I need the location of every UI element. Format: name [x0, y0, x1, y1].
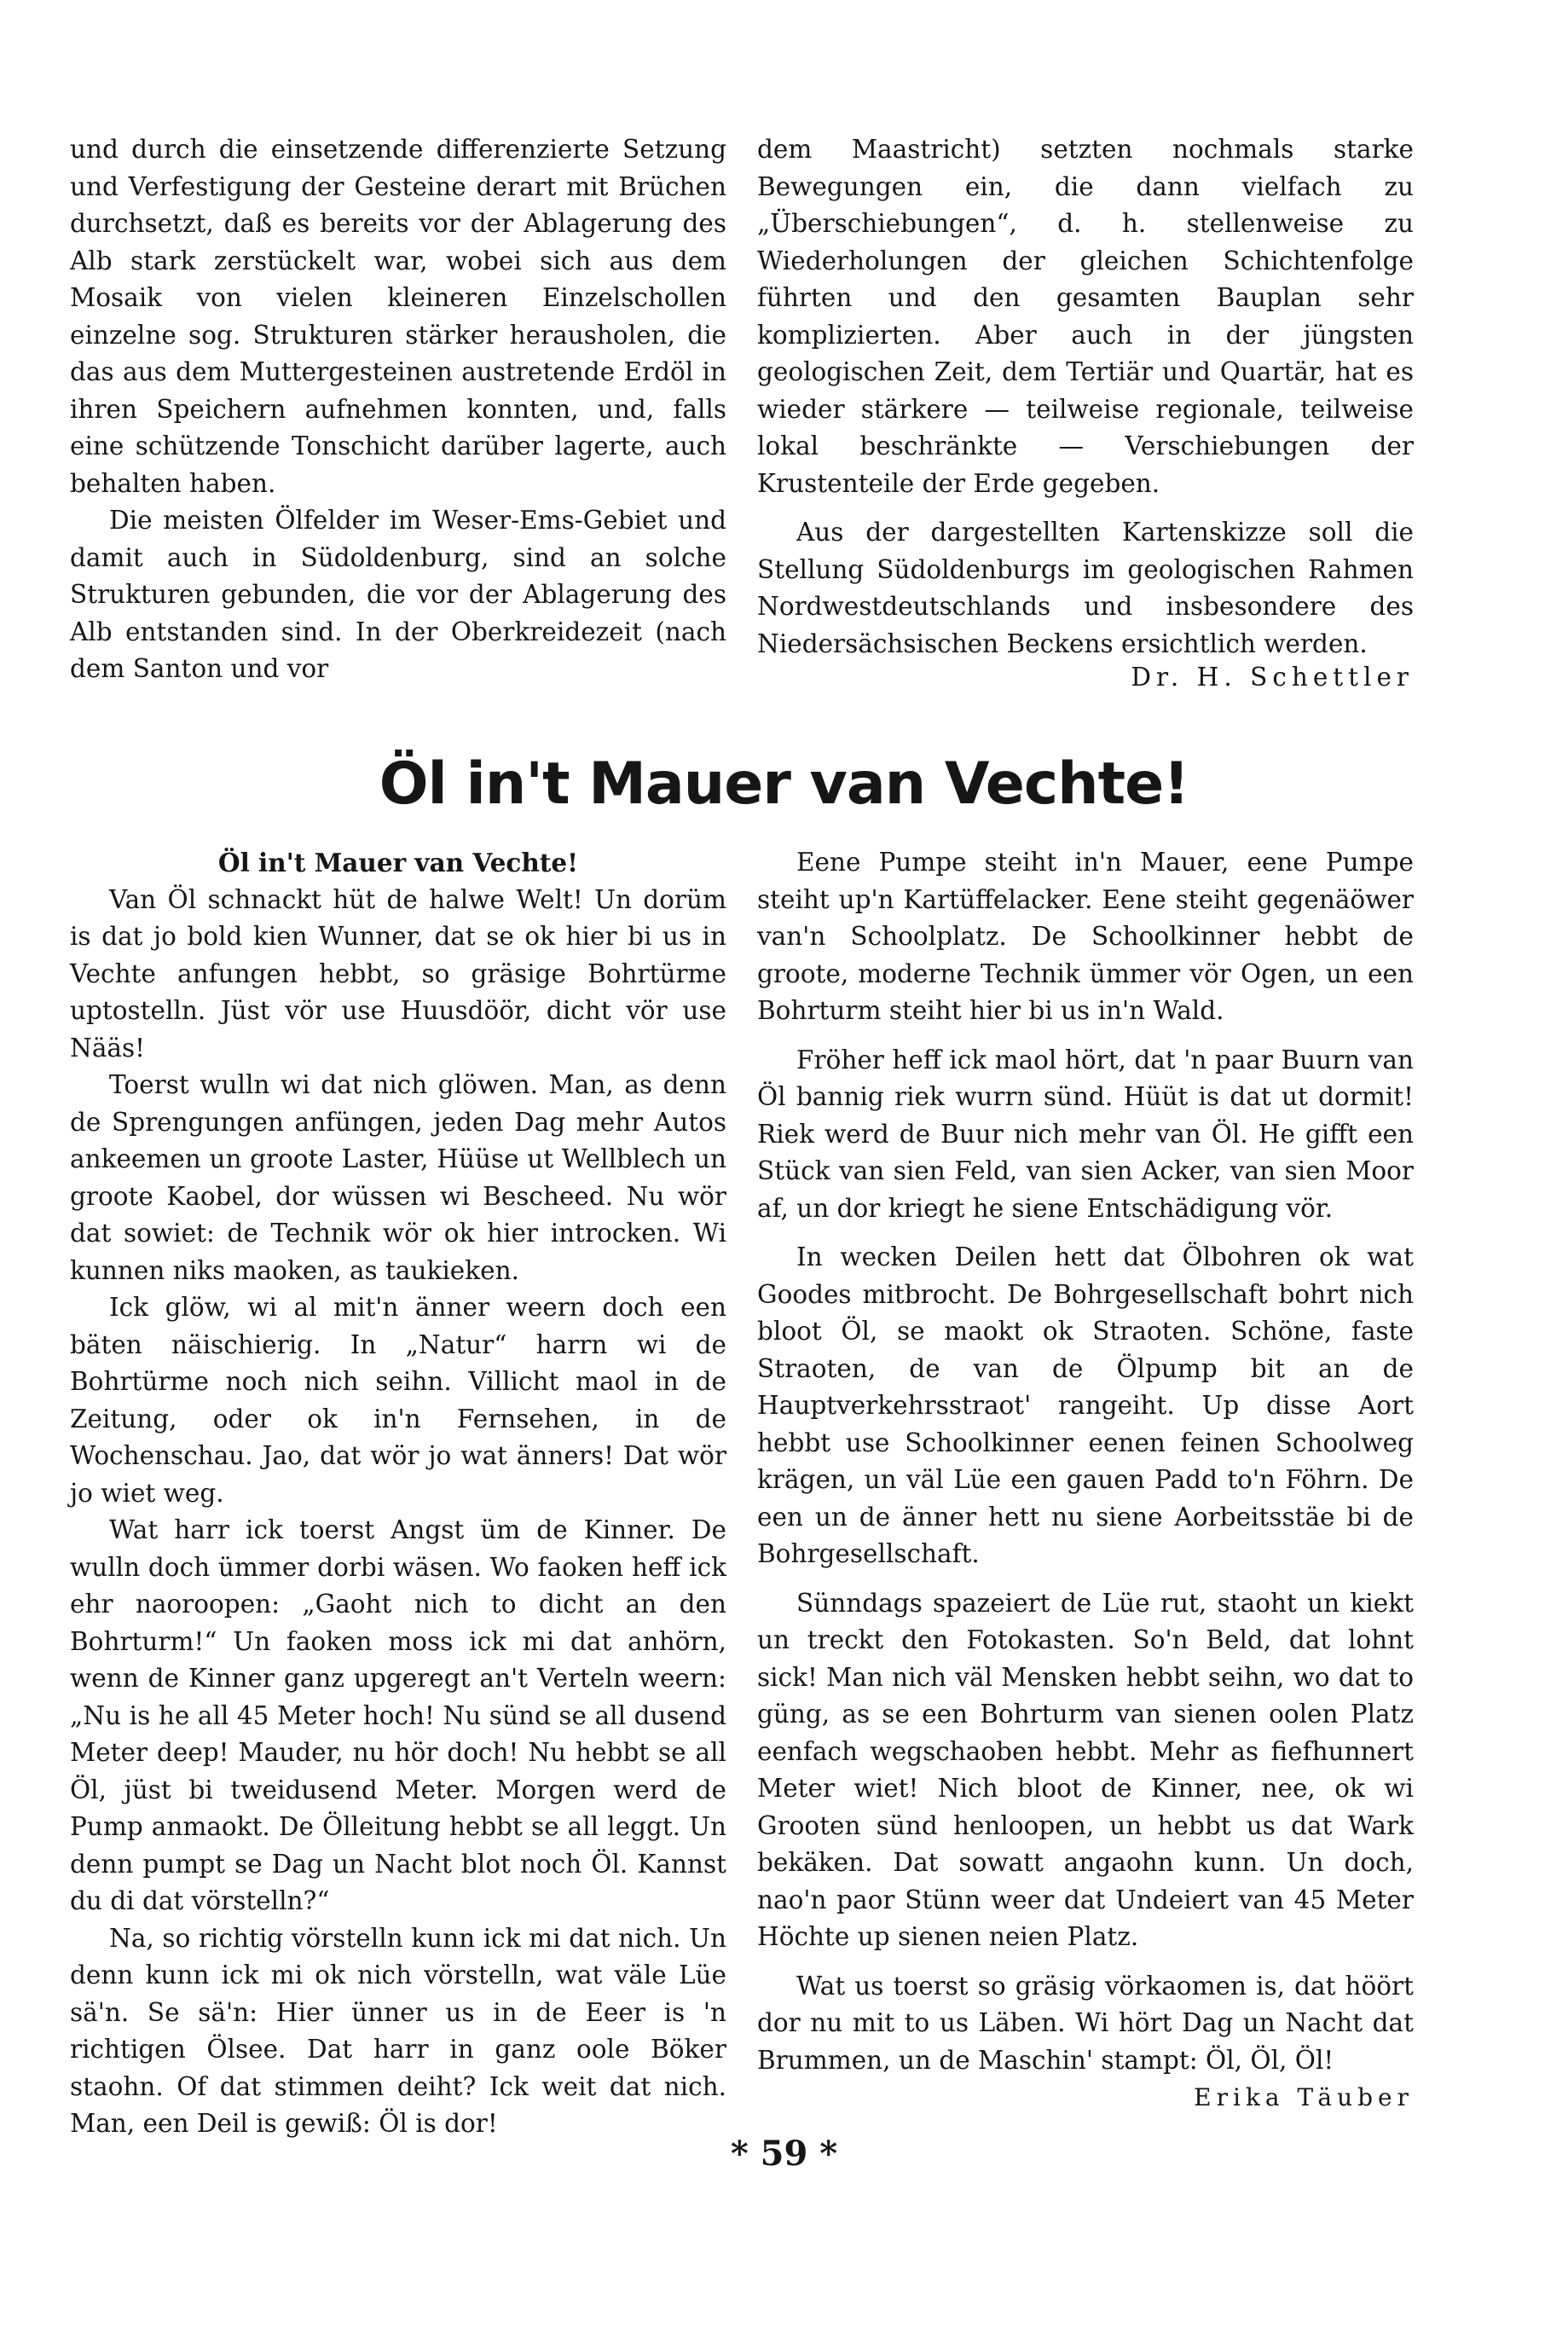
paragraph: Aus der dargestellten Kartenskizze soll die Stellung Südoldenburgs im geologischen Rahmen Nordwestdeutschlands und insbesondere des Niedersächsischen Beckens ersichtlich werden. — [757, 518, 1414, 658]
author-byline: Dr. H. Schettler — [1131, 663, 1414, 692]
paragraph: Toerst wulln wi dat nich glöwen. Man, as denn de Sprengungen anfüngen, jeden Dag mehr Autos ankeemen un groote Laster, Hüüse ut Wellblech un groote Kaobel, dor wüssen wi Bescheed. Nu wör dat sowiet: de Technik wör ok hier introcken. Wi kunnen niks maoken, as taukieken. — [70, 1070, 726, 1285]
paragraph: Wat harr ick toerst Angst üm de Kinner. De wulln doch ümmer dorbi wäsen. Wo faoken heff ick ehr naoroopen: „Gaoht nich to dicht an den Bohrturm!“ Un faoken moss ick mi dat anhörn, wenn de Kinner ganz upgeregt an't Verteln weern: „Nu is he all 45 Meter hoch! Nu sünd se all dusend Meter deep! Mauder, nu hör doch! Nu hebbt se all Öl, jüst bi tweidusend Meter. Morgen werd de Pump anmaokt. De Ölleitung hebbt se all leggt. Un denn pumpt se Dag un Nacht blot noch Öl. Kannst du di dat vörstelln?“ — [70, 1515, 726, 1915]
paragraph: Na, so richtig vörstelln kunn ick mi dat nich. Un denn kunn ick mi ok nich vörstelln, wat väle Lüe sä'n. Se sä'n: Hier ünner us in de Eeer is 'n richtigen Ölsee. Dat harr in ganz oole Böker staohn. Of dat stimmen deiht? Ick weit dat nich. Man, een Deil is gewiß: Öl is dor! — [70, 1923, 726, 2138]
article-left-column — [70, 844, 726, 2143]
paragraph: dem Maastricht) setzten nochmals starke Bewegungen ein, die dann vielfach zu „Überschiebungen“, d. h. stellenweise zu Wiederholungen der gleichen Schichtenfolge führten und den gesamten Bauplan sehr komplizierten. Aber auch in der jüngsten geologischen Zeit, dem Tertiär und Quartär, hat es wieder stärkere — teilweise regionale, teilweise lokal beschränkte — Verschiebungen der Krustenteile der Erde gegeben. — [757, 135, 1414, 498]
article-subheading: Öl in't Mauer van Vechte! — [217, 848, 579, 877]
paragraph: Sünndags spazeiert de Lüe rut, staoht un kiekt un treckt den Fotokasten. So'n Beld, dat lohnt sick! Man nich väl Mensken hebbt seihn, wo dat to güng, as se een Bohrturm van sienen oolen Platz eenfach wegschaoben hebbt. Mehr as fiefhunnert Meter wiet! Nich bloot de Kinner, nee, ok wi Grooten sünd henloopen, un hebbt us dat Wark bekäken. Dat sowatt angaohn kunn. Un doch, nao'n paor Stünn weer dat Undeiert van 45 Meter Höchte up sienen neien Platz. — [757, 1588, 1414, 1951]
author-byline: Erika Täuber — [1194, 2083, 1414, 2111]
intro-left-column — [70, 131, 726, 688]
article-right-column — [757, 844, 1414, 2117]
paragraph: Fröher heff ick maol hört, dat 'n paar Buurn van Öl bannig riek wurrn sünd. Hüüt is dat ut dormit! Riek werd de Buur nich mehr van Öl. He gifft een Stück van sien Feld, van sien Acker, van sien Moor af, un dor kriegt he siene Entschädigung vör. — [757, 1045, 1414, 1223]
paragraph: Die meisten Ölfelder im Weser-Ems-Gebiet und damit auch in Südoldenburg, sind an solche Strukturen gebunden, die vor der Ablagerung des Alb entstanden sind. In der Oberkreidezeit (nach dem Santon und vor — [70, 506, 726, 683]
paragraph: und durch die einsetzende differenzierte Setzung und Verfestigung der Gesteine derart mit Brüchen durchsetzt, daß es bereits vor der Ablagerung des Alb stark zerstückelt war, wobei sich aus dem Mosaik von vielen kleineren Einzelschollen einzelne sog. Strukturen stärker herausholen, die das aus dem Muttergesteinen austretende Erdöl in ihren Speichern aufnehmen konnten, und, falls eine schützende Tonschicht darüber lagerte, auch behalten haben. — [70, 135, 726, 498]
article-headline: Öl in't Mauer van Vechte! — [379, 750, 1189, 818]
paragraph: In wecken Deilen hett dat Ölbohren ok wat Goodes mitbrocht. De Bohrgesellschaft bohrt nich bloot Öl, se maokt ok Straoten. Schöne, faste Straoten, de van de Ölpump bit an de Hauptverkehrsstraot' rangeiht. Up disse Aort hebbt use Schoolkinner eenen feinen Schoolweg krägen, un väl Lüe een gauen Padd to'n Föhrn. De een un de änner hett nu siene Aorbeitsstäe bi de Bohrgesellschaft. — [757, 1242, 1414, 1568]
paragraph: Van Öl schnackt hüt de halwe Welt! Un dorüm is dat jo bold kien Wunner, dat se ok hier bi us in Vechte anfungen hebbt, so gräsige Bohrtürme uptostelln. Jüst vör use Huusdöör, dicht vör use Nääs! — [70, 884, 726, 1063]
paragraph: Ick glöw, wi al mit'n änner weern doch een bäten näischierig. In „Natur“ harrn wi de Bohrtürme noch nich seihn. Villicht maol in de Zeitung, oder ok in'n Fernsehen, in de Wochenschau. Jao, dat wör jo wat änners! Dat wör jo wiet weg. — [70, 1293, 726, 1508]
paragraph: Wat us toerst so gräsig vörkaomen is, dat höört dor nu mit to us Läben. Wi hört Dag un Nacht dat Brummen, un de Maschin' stampt: Öl, Öl, Öl! — [757, 1971, 1414, 2075]
page-number: * 59 * — [730, 2134, 838, 2174]
paragraph: Eene Pumpe steiht in'n Mauer, eene Pumpe steiht up'n Kartüffelacker. Eene steiht gegenäöwer van'n Schoolplatz. De Schoolkinner hebbt de groote, moderne Technik ümmer vör Ogen, un een Bohrturm steiht hier bi us in'n Wald. — [757, 848, 1414, 1025]
intro-right-column — [757, 131, 1414, 697]
